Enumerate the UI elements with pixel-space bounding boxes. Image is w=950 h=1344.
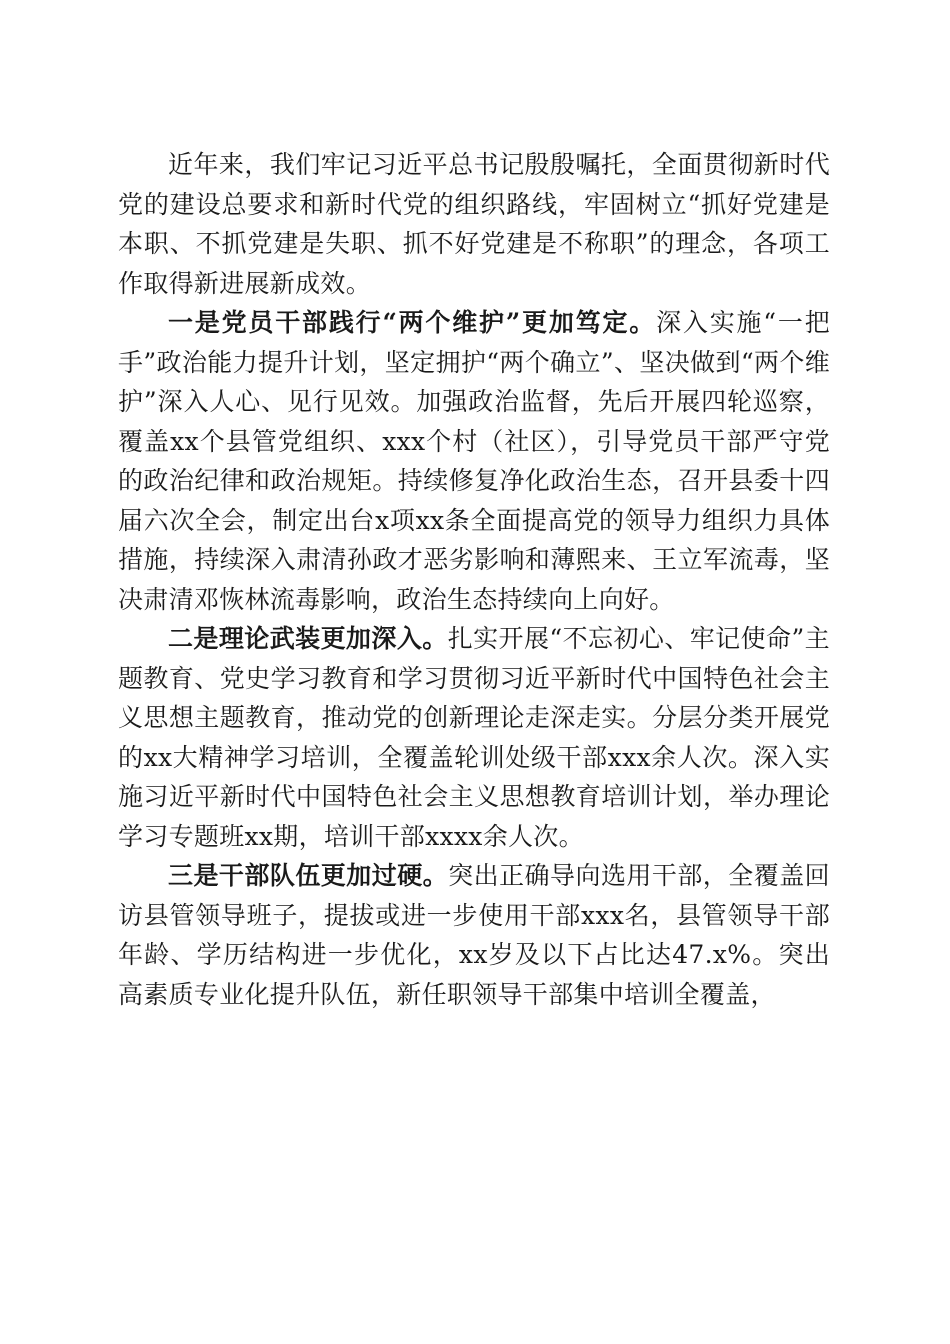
paragraph-point-one — [118, 303, 830, 619]
paragraph-text: 近年来，我们牢记习近平总书记殷殷嘱托，全面贯彻新时代党的建设总要求和新时代党的组织路线，牢固树立“抓好党建是本职、不抓党建是失职、抓不好党建是不称职”的理念，各项工作取得新进展新成效。 — [118, 150, 830, 298]
paragraph-text: 突出正确导向选用干部，全覆盖回访县管领导班子，提拔或进一步使用干部xxx名，县管领导干部年龄、学历结构进一步优化，xx岁及以下占比达47.x%。突出高素质专业化提升队伍，新任职领导干部集中培训全覆盖， — [118, 861, 830, 1009]
document-body — [118, 145, 830, 1014]
paragraph-text: 扎实开展“不忘初心、牢记使命”主题教育、党史学习教育和学习贯彻习近平新时代中国特色社会主义思想主题教育，推动党的创新理论走深走实。分层分类开展党的xx大精神学习培训，全覆盖轮训处级干部xxx余人次。深入实施习近平新时代中国特色社会主义思想教育培训计划，举办理论学习专题班xx期，培训干部xxxx余人次。 — [118, 624, 830, 851]
paragraph-lead: 一是党员干部践行“两个维护”更加笃定。 — [168, 308, 657, 337]
paragraph-lead: 二是理论武装更加深入。 — [168, 624, 448, 653]
paragraph-point-three — [118, 856, 830, 1014]
paragraph-text: 深入实施“一把手”政治能力提升计划，坚定拥护“两个确立”、坚决做到“两个维护”深入人心、见行见效。加强政治监督，先后开展四轮巡察，覆盖xx个县管党组织、xxx个村（社区），引导党员干部严守党的政治纪律和政治规矩。持续修复净化政治生态，召开县委十四届六次全会，制定出台x项xx条全面提高党的领导力组织力具体措施，持续深入肃清孙政才恶劣影响和薄熙来、王立军流毒，坚决肃清邓恢林流毒影响，政治生态持续向上向好。 — [118, 308, 831, 614]
paragraph-intro — [118, 145, 830, 303]
paragraph-point-two — [118, 619, 830, 856]
paragraph-lead: 三是干部队伍更加过硬。 — [168, 861, 449, 890]
